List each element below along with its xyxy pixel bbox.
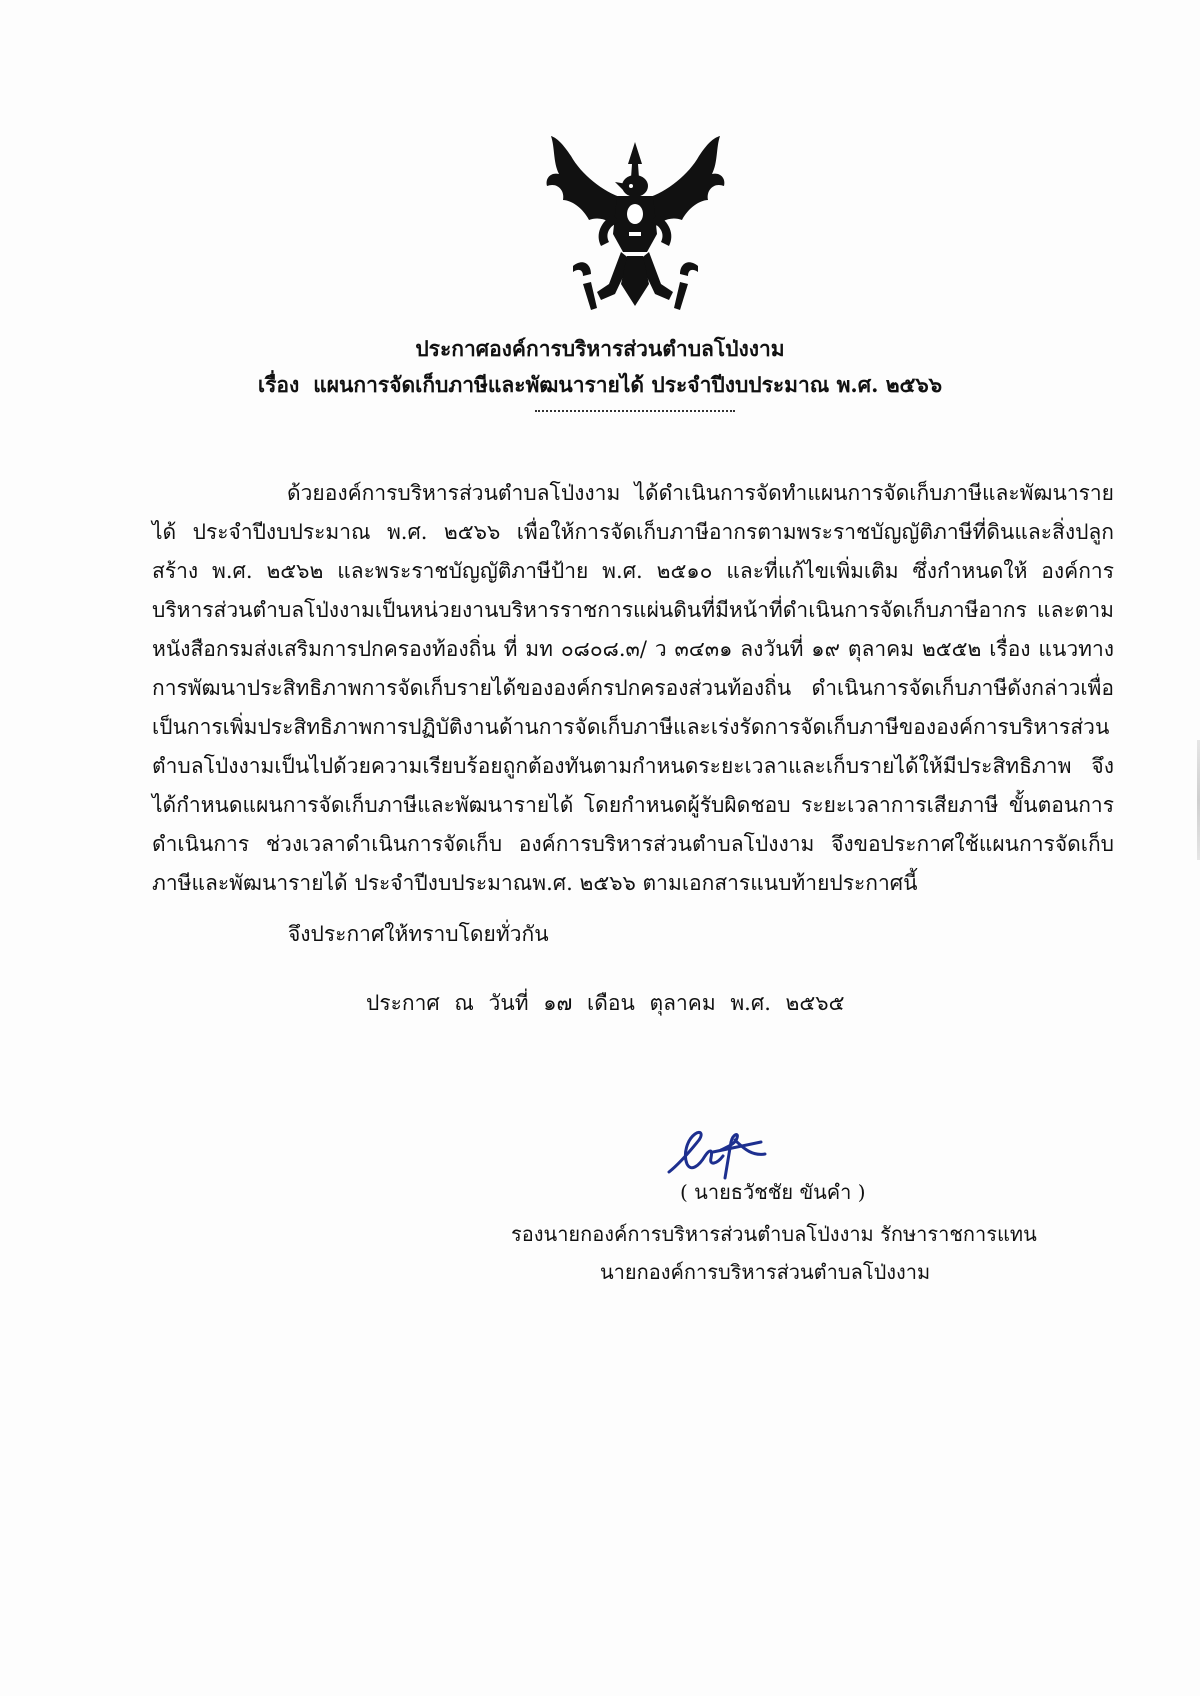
signer-name: ( นายธวัชชัย ขันคำ ) [680, 1180, 866, 1204]
subject-text: แผนการจัดเก็บภาษีและพัฒนารายได้ ประจำปีงบประมาณ พ.ศ. ๒๕๖๖ [313, 372, 943, 397]
garuda-emblem-icon [543, 134, 728, 314]
announcement-body: ด้วยองค์การบริหารส่วนตำบลโป่งงาม ได้ดำเนินการจัดทำแผนการจัดเก็บภาษีและพัฒนารายได้ ประจำปีงบประมาณ พ.ศ. ๒๕๖๖ เพื่อให้การจัดเก็บภาษีอากรตามพระราชบัญญัติภาษีที่ดินและสิ่งปลูกสร้าง พ.ศ. ๒๕๖๒ และพระราชบัญญัติภาษีป้าย พ.ศ. ๒๕๑๐ และที่แก้ไขเพิ่มเติม ซึ่งกำหนดให้ องค์การบริหารส่วนตำบลโป่งงามเป็นหน่วยงานบริหารราชการแผ่นดินที่มีหน้าที่ดำเนินการจัดเก็บภาษีอากร และตามหนังสือกรมส่งเสริมการปกครองท้องถิ่น ที่ มท ๐๘๐๘.๓/ ว ๓๔๓๑ ลงวันที่ ๑๙ ตุลาคม ๒๕๕๒ เรื่อง แนวทางการพัฒนาประสิทธิภาพการจัดเก็บรายได้ขององค์กรปกครองส่วนท้องถิ่น ดำเนินการจัดเก็บภาษีดังกล่าวเพื่อเป็นการเพิ่มประสิทธิภาพการปฏิบัติงานด้านการจัดเก็บภาษีและเร่งรัดการจัดเก็บภาษีขององค์การบริหารส่วนตำบลโป่งงามเป็นไปด้วยความเรียบร้อยถูกต้องทันตามกำหนดระยะเวลาและเก็บรายได้ให้มีประสิทธิภาพ จึงได้กำหนดแผนการจัดเก็บภาษีและพัฒนารายได้ โดยกำหนดผู้รับผิดชอบ ระยะเวลาการเสียภาษี ขั้นตอนการดำเนินการ ช่วงเวลาดำเนินการจัดเก็บ องค์การบริหารส่วนตำบลโป่งงาม จึงขอประกาศใช้แผนการจัดเก็บภาษีและพัฒนารายได้ ประจำปีงบประมาณพ.ศ. ๒๕๖๖ ตามเอกสารแนบท้ายประกาศนี้ [152, 481, 1114, 895]
signer-position-line-1: รองนายกองค์การบริหารส่วนตำบลโป่งงาม รักษาราชการแทน [511, 1222, 1037, 1246]
announcement-subject [0, 369, 1200, 402]
title-separator [535, 410, 735, 412]
closing-statement: จึงประกาศให้ทราบโดยทั่วกัน [288, 922, 549, 946]
subject-label: เรื่อง [257, 372, 300, 397]
signer-position-line-2: นายกองค์การบริหารส่วนตำบลโป่งงาม [600, 1260, 931, 1284]
announcement-date: ประกาศ ณ วันที่ ๑๗ เดือน ตุลาคม พ.ศ. ๒๕๖๕ [366, 991, 845, 1015]
announcement-title: ประกาศองค์การบริหารส่วนตำบลโป่งงาม [415, 336, 785, 361]
